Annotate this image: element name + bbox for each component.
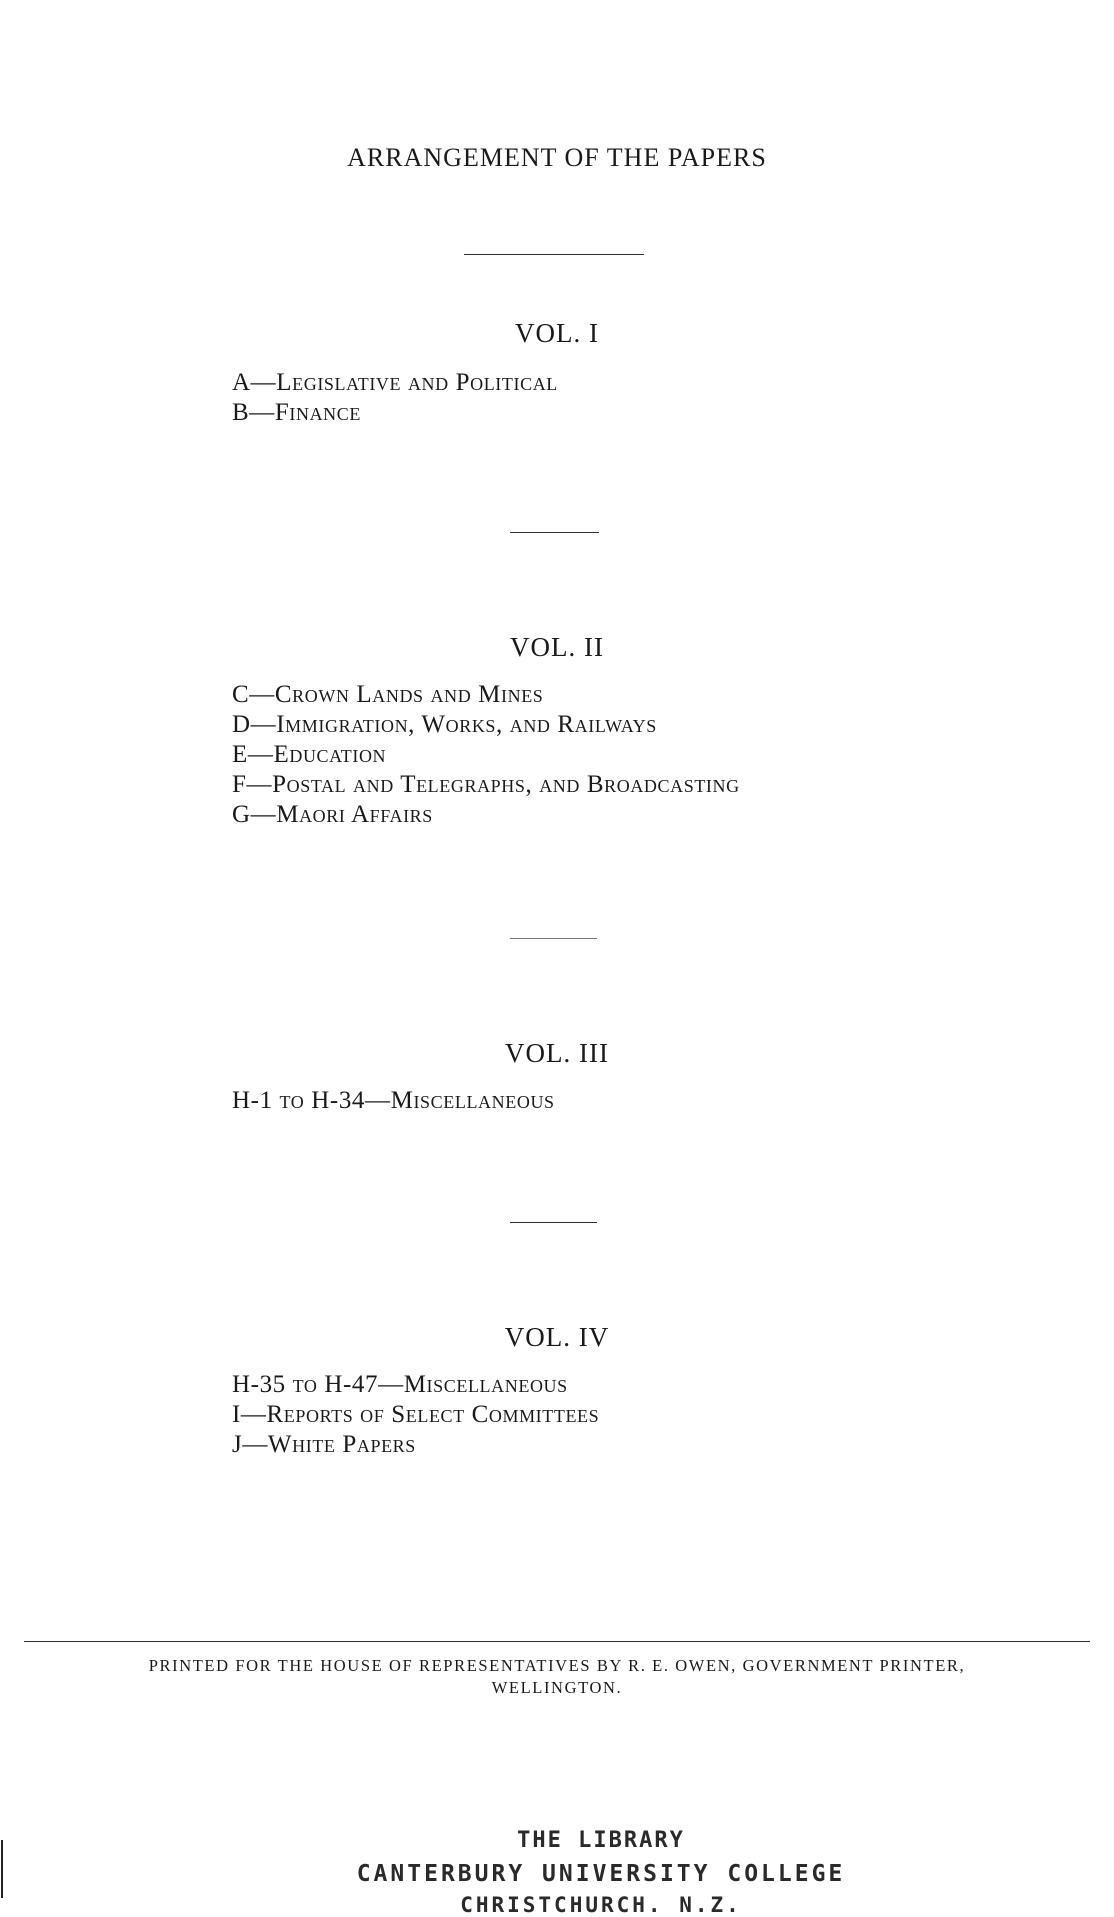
printer-line-2: WELLINGTON. <box>491 1678 623 1697</box>
volume-heading: VOL. IV <box>504 1322 610 1352</box>
scan-edge-mark <box>1 1840 3 1898</box>
page-title: ARRANGEMENT OF THE PAPERS <box>347 143 767 172</box>
volume-entries <box>232 680 740 830</box>
printer-line-1: PRINTED FOR THE HOUSE OF REPRESENTATIVES BY R. E. OWEN, GOVERNMENT PRINTER, <box>148 1656 966 1675</box>
entry-f: F—Postal and Telegraphs, and Broadcasting <box>232 771 740 798</box>
entry-i: I—Reports of Select Committees <box>232 1401 600 1428</box>
volume-heading: VOL. I <box>515 318 599 348</box>
entry-d: D—Immigration, Works, and Railways <box>232 711 657 738</box>
library-stamp-line-3: CHRISTCHURCH. N.Z. <box>460 1893 742 1917</box>
section-divider <box>510 532 599 533</box>
volume-heading: VOL. II <box>510 632 604 662</box>
entry-h-35-47: H-35 to H-47—Miscellaneous <box>232 1371 568 1398</box>
entry-e: E—Education <box>232 741 387 768</box>
printer-imprint <box>10 1655 1104 1699</box>
title-divider <box>464 254 644 255</box>
library-stamp-line-2: CANTERBURY UNIVERSITY COLLEGE <box>356 1861 846 1887</box>
imprint-divider <box>24 1641 1090 1642</box>
entry-c: C—Crown Lands and Mines <box>232 681 544 708</box>
section-divider <box>510 1222 597 1223</box>
entry-j: J—White Papers <box>232 1431 416 1458</box>
entry-a: A—Legislative and Political <box>232 369 558 396</box>
entry-h-1-34: H-1 to H-34—Miscellaneous <box>232 1087 555 1114</box>
section-divider <box>510 938 597 939</box>
volume-entries <box>232 1086 555 1116</box>
library-stamp-line-1: THE LIBRARY <box>517 1828 685 1853</box>
volume-entries <box>232 1370 599 1460</box>
volume-heading: VOL. III <box>505 1038 609 1068</box>
volume-entries <box>232 368 558 428</box>
entry-g: G—Maori Affairs <box>232 801 433 828</box>
entry-b: B—Finance <box>232 399 361 426</box>
